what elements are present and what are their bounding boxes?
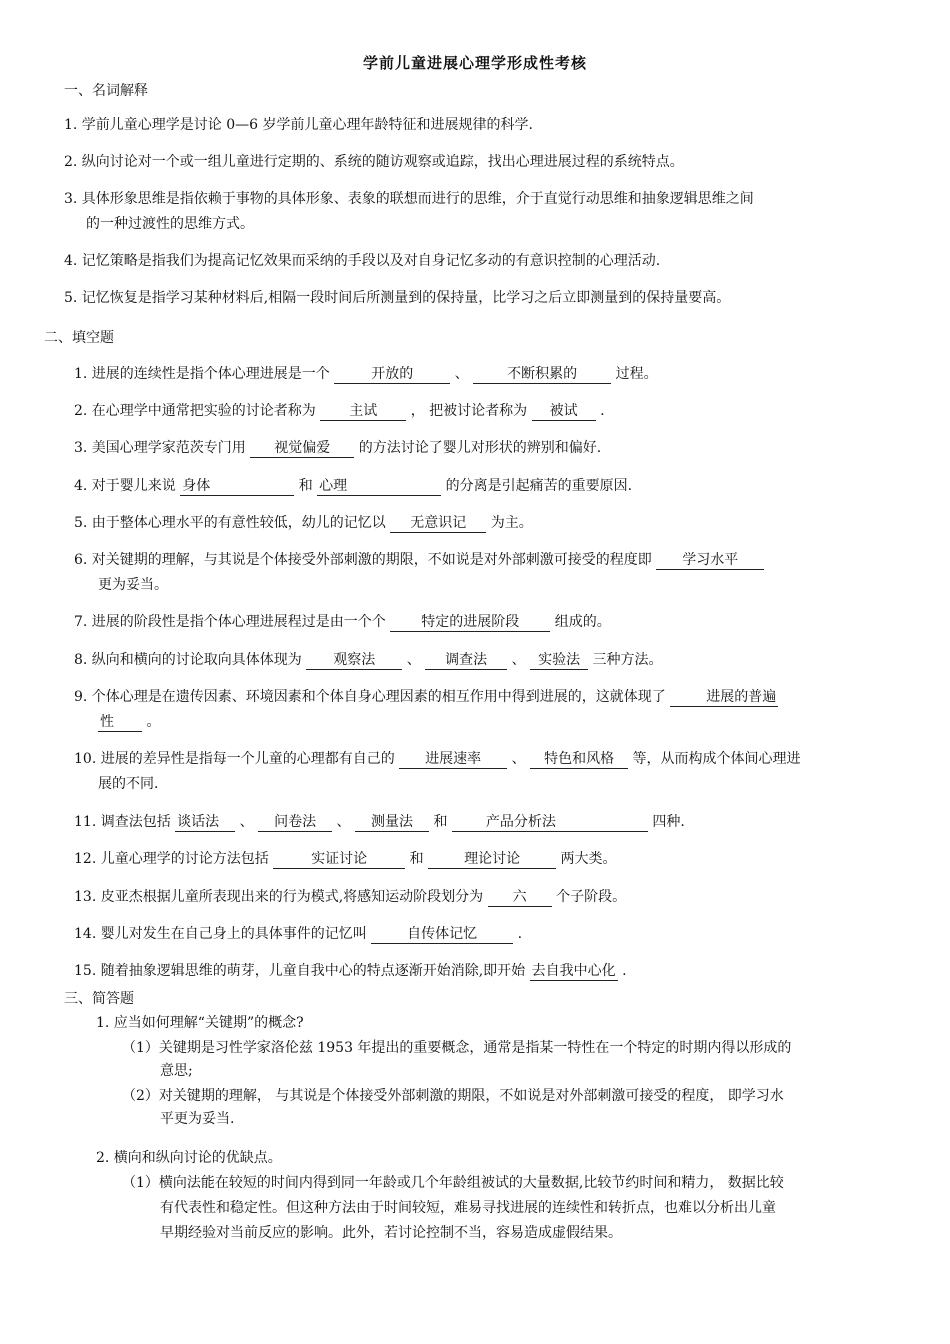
fill-text: 组成的。 xyxy=(554,614,611,630)
fill-text: 、 xyxy=(511,751,526,767)
fill-text: ， 把被讨论者称为 xyxy=(410,403,528,419)
fill-item-5 xyxy=(74,510,533,536)
fill-text: 8. 纵向和横向的讨论取向具体体现为 xyxy=(74,652,302,668)
short-question-1: 1. 应当如何理解“关键期”的概念? xyxy=(96,1015,304,1031)
fill-item-13 xyxy=(74,884,626,910)
fill-item-1 xyxy=(74,361,658,387)
fill-text: 四种. xyxy=(652,814,685,830)
fill-text: 为主。 xyxy=(490,515,533,531)
fill-answer: 去自我中心化 xyxy=(531,963,616,979)
fill-item-15 xyxy=(74,958,627,984)
fill-text: 10. 进展的差异性是指每一个儿童的心理都有自己的 xyxy=(74,751,395,767)
fill-text: 、 xyxy=(406,652,421,668)
fill-text: 两大类。 xyxy=(560,851,617,867)
fill-answer: 无意识记 xyxy=(390,514,486,533)
fill-text: 和 xyxy=(409,851,424,867)
fill-answer: 问卷法 xyxy=(258,813,332,832)
fill-text: 1. 进展的连续性是指个体心理进展是一个 xyxy=(74,366,330,382)
fill-answer: 身体 xyxy=(180,477,294,496)
fill-text: 2. 在心理学中通常把实验的讨论者称为 xyxy=(74,403,316,419)
fill-text: 、 xyxy=(454,366,469,382)
fill-text: 6. 对关键期的理解，与其说是个体接受外部刺激的期限，不如说是对外部刺激可接受的程度即 xyxy=(74,552,652,568)
definition-item-1: 1. 学前儿童心理学是讨论 0—6 岁学前儿童心理年龄特征和进展规律的科学. xyxy=(64,117,533,133)
fill-text: 9. 个体心理是在遗传因素、环境因素和个体自身心理因素的相互作用中得到进展的，这就体现了 xyxy=(74,689,666,705)
fill-answer: 被试 xyxy=(532,402,596,421)
short-answer-1-2: （2）对关键期的理解， 与其说是个体接受外部刺激的期限，不如说是对外部刺激可接受的程度， 即学习水 xyxy=(122,1088,784,1104)
section-heading-short-answer: 三、简答题 xyxy=(64,991,134,1007)
fill-answer: 特色和风格 xyxy=(530,750,628,769)
fill-text: 3. 美国心理学家范茨专门用 xyxy=(74,440,246,456)
fill-text: 15. 随着抽象逻辑思维的萌芽，儿童自我中心的特点逐渐开始消除,即开始 xyxy=(74,963,526,979)
fill-item-9 xyxy=(74,684,778,710)
fill-answer: 主试 xyxy=(320,402,406,421)
fill-answer: 自传体记忆 xyxy=(371,925,513,944)
fill-text: . xyxy=(517,926,523,942)
fill-answer: 学习水平 xyxy=(656,551,764,570)
short-answer-1-1-cont: 意思; xyxy=(160,1063,193,1079)
short-answer-2-1: （1）横向法能在较短的时间内得到同一年龄或几个年龄组被试的大量数据,比较节约时间和精力， 数据比较 xyxy=(122,1175,784,1191)
fill-text: 7. 进展的阶段性是指个体心理进展程过是由一个个 xyxy=(74,614,386,630)
fill-answer: 进展速率 xyxy=(399,750,507,769)
fill-item-3 xyxy=(74,435,601,461)
fill-item-10-cont: 展的不同. xyxy=(98,776,159,792)
fill-item-14 xyxy=(74,921,522,947)
fill-text: 的分离是引起痛苦的重要原因. xyxy=(445,478,633,494)
fill-answer: 观察法 xyxy=(306,651,402,670)
fill-item-11 xyxy=(74,809,685,835)
document-title: 学前儿童进展心理学形成性考核 xyxy=(362,54,587,72)
section-heading-fill-blanks: 二、填空题 xyxy=(44,330,114,346)
fill-text: 4. 对于婴儿来说 xyxy=(74,478,176,494)
section-heading-definitions: 一、名词解释 xyxy=(64,83,148,99)
fill-answer: 特定的进展阶段 xyxy=(390,613,550,632)
short-answer-1-1: （1）关键期是习性学家洛伦兹 1953 年提出的重要概念，通常是指某一特性在一个特定的时期内得以形成的 xyxy=(122,1040,792,1056)
fill-answer: 开放的 xyxy=(334,365,450,384)
fill-answer: 理论讨论 xyxy=(428,850,556,869)
fill-item-6-cont: 更为妥当。 xyxy=(98,577,168,593)
definition-item-3: 3. 具体形象思维是指依赖于事物的具体形象、表象的联想而进行的思维，介于直觉行动思维和抽象逻辑思维之间 xyxy=(64,191,754,207)
fill-answer: 六 xyxy=(488,888,552,907)
short-answer-1-2-cont: 平更为妥当. xyxy=(160,1111,235,1127)
fill-answer: 性 xyxy=(98,713,142,732)
definition-item-5: 5. 记忆恢复是指学习某种材料后,相隔一段时间后所测量到的保持量，比学习之后立即测量到的保持量要高。 xyxy=(64,290,731,306)
short-answer-2-1-cont2: 早期经验对当前反应的影响。此外，若讨论控制不当，容易造成虚假结果。 xyxy=(160,1225,622,1241)
fill-text: 。 xyxy=(146,714,161,730)
fill-answer: 进展的普遍 xyxy=(670,688,778,707)
short-question-2: 2. 横向和纵向讨论的优缺点。 xyxy=(96,1150,282,1166)
fill-text: 13. 皮亚杰根据儿童所表现出来的行为模式,将感知运动阶段划分为 xyxy=(74,889,484,905)
fill-text: 和 xyxy=(298,478,313,494)
fill-text: . xyxy=(600,403,605,419)
fill-text: 、 xyxy=(336,814,351,830)
fill-item-4 xyxy=(74,473,632,499)
fill-answer: 产品分析法 xyxy=(452,813,648,832)
fill-answer: 谈话法 xyxy=(175,813,235,832)
fill-text: 14. 婴儿对发生在自己身上的具体事件的记忆叫 xyxy=(74,926,367,942)
fill-text: 个子阶段。 xyxy=(556,889,627,905)
fill-answer: 不断积累的 xyxy=(473,365,611,384)
fill-answer: 调查法 xyxy=(425,651,507,670)
fill-text: 过程。 xyxy=(615,366,658,382)
definition-item-4: 4. 记忆策略是指我们为提高记忆效果而采纳的手段以及对自身记忆多动的有意识控制的心理活动. xyxy=(64,253,661,269)
fill-item-7 xyxy=(74,609,611,635)
fill-text: 等，从而构成个体间心理进 xyxy=(632,751,801,767)
fill-item-9-cont xyxy=(98,709,160,735)
fill-answer: 实证讨论 xyxy=(273,850,405,869)
fill-text: 11. 调查法包括 xyxy=(74,814,171,830)
fill-item-2 xyxy=(74,398,605,424)
short-answer-2-1-cont: 有代表性和稳定性。但这种方法由于时间较短，难易寻找进展的连续性和转折点，也难以分析出儿童 xyxy=(160,1200,776,1216)
fill-answer: 视觉偏爱 xyxy=(250,439,354,458)
fill-answer: 心理 xyxy=(317,477,441,496)
fill-answer: 实验法 xyxy=(530,651,588,670)
fill-text: 的方法讨论了婴儿对形状的辨别和偏好. xyxy=(358,440,602,456)
fill-text: . xyxy=(622,963,627,979)
definition-item-3-cont: 的一种过渡性的思维方式。 xyxy=(86,216,254,232)
definition-item-2: 2. 纵向讨论对一个或一组儿童进行定期的、系统的随访观察或追踪，找出心理进展过程的系统特点。 xyxy=(64,154,684,170)
fill-item-12 xyxy=(74,846,617,872)
fill-item-10 xyxy=(74,746,801,772)
fill-text: 12. 儿童心理学的讨论方法包括 xyxy=(74,851,269,867)
fill-answer: 测量法 xyxy=(355,813,429,832)
fill-text: 三种方法。 xyxy=(592,652,663,668)
fill-item-8 xyxy=(74,647,663,673)
fill-text: 5. 由于整体心理水平的有意性较低，幼儿的记忆以 xyxy=(74,515,386,531)
fill-text: 、 xyxy=(511,652,526,668)
fill-text: 、 xyxy=(239,814,254,830)
fill-text: 和 xyxy=(433,814,448,830)
fill-item-6 xyxy=(74,547,764,573)
